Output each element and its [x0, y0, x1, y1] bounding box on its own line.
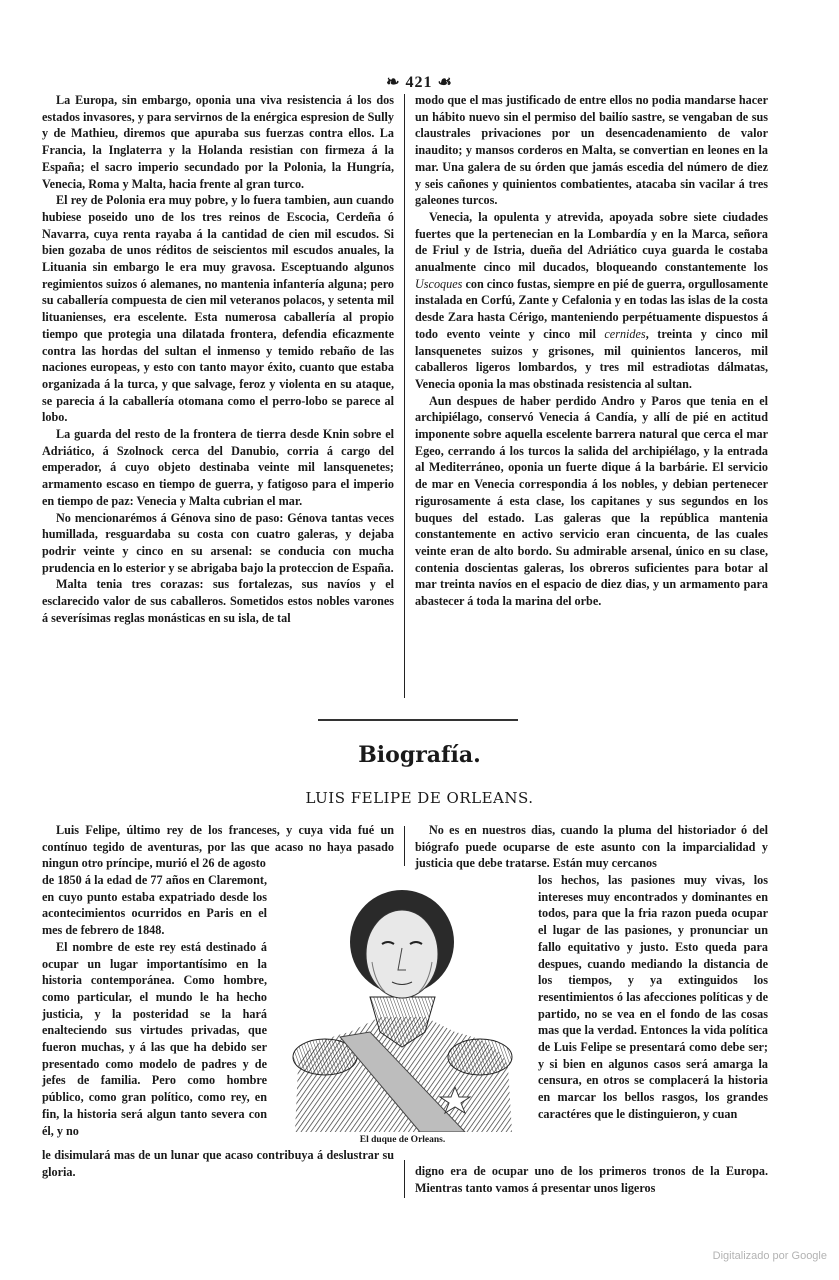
paragraph: Luis Felipe, último rey de los franceses, y cuya vida fué un contínuo tegido de aventuras, por las que acaso no haya pasado ningun otro príncipe, murió el 26 de agosto: [42, 823, 394, 871]
paragraph: los hechos, las pasiones muy vivas, los intereses muy encontrados y dominantes en todos, para que la fria razon pueda ocupar el lugar de las pasiones, y pronunciar un fallo equitativo y justo. Esto queda para despues, cuando mediando la distancia de los tiempos, y ya extinguidos los resentimientos ó las afecciones políticas y de partido, no se vea en el fondo de las cosas mas que la verdad. Entonces la vida política de Luis Felipe se presentará como debe ser; y si bien en algunos casos será amarga la censura, en otros se complacerá la historia en marcar los bellos rasgos, los grandes caractéres que le distinguieron, y cuan: [538, 873, 768, 1121]
column-divider-bio-bottom: [404, 1160, 405, 1198]
paragraph: El rey de Polonia era muy pobre, y lo fuera tambien, aun cuando hubiese poseido uno de los tres reinos de Escocia, Cerdeña ó Navarra, cuya renta rayaba á la cantidad de cien mil escudos. Si bien gozaba de unos réditos de seiscientos mil escudos anuales, la Lituania sin embargo le era muy gravosa. Esceptuando algunos regimientos suizos ó alemanes, no mantenia infantería alguna; pero su caballería compuesta de cien mil veteranos polacos, y setenta mil lituanienses, era escelente. Esta numerosa caballería al propio tiempo que protegia una dilatada frontera, defendia eficazmente contra las hordas del sultan el inmenso y temido rebaño de las naciones europeas, y esto con tanto mayor éxito, cuanto que estaba organizada á la turca, y que salvage, feroz y violenta en su ataque, se parecia á la caballería otomana como el perro-lobo se parece al lobo.: [42, 193, 394, 425]
paragraph-venecia: [415, 209, 768, 393]
page-number-header: [0, 72, 839, 92]
paragraph: Malta tenia tres corazas: sus fortalezas, sus navíos y el esclarecido valor de sus caballeros. Sometidos estos nobles varones á severísimas reglas monásticas en su isla, de tal: [42, 577, 394, 625]
bio-left-wrap: [42, 872, 267, 1139]
portrait-engraving-image: [290, 882, 515, 1132]
paragraph: Aun despues de haber perdido Andro y Paros que tenia en el archipiélago, conservó Venecia á Candía, y allí de pié en actitud imponente sobre aquella escelente barrera natural que cerca el mar Egeo, cerrando á los turcos la salida del archipiélago, y la entrada al Mediterráneo, oponia un fuerte dique á la barbárie. El servicio de mar en Venecia correspondia á los nobles, y debian pertenecer rigurosamente á esta clase, los capitanes y sus segundos en los buques del estado. Las galeras que la república mantenia constantemente en activo servicio eran cincuenta, de las cuales veinte eran de alto bordo. Su admirable arsenal, único en su clase, contenia doscientas galeras, los obreros suficientes para botar al mar treinta navíos en el espacio de diez dias, y un armamento para abastecer á toda la marina del orbe.: [415, 393, 768, 609]
text-span: con cinco fustas, siempre en pié de guerra, orgullosamente instalada en Corfú, Zante y Cefalonia y en todas las islas de la costa desde Zara hasta Cérigo, manteniendo perpétuamente dispuestos á todo evento veinte y cinco mil: [415, 276, 768, 341]
paragraph: No es en nuestros dias, cuando la pluma del historiador ó del biógrafo puede ocuparse de este asunto con la imparcialidad y justicia que debe tratarse. Están muy cercanos: [415, 823, 768, 871]
portrait-caption: El duque de Orleans.: [359, 1135, 446, 1145]
watermark-text: Digitalizado por Google: [712, 1250, 827, 1262]
section-separator-rule: [318, 719, 518, 721]
bio-left-top: [42, 822, 394, 872]
text-span: Venecia, la opulenta y atrevida, apoyada sobre siete ciudades fuertes que la pertenecian en la Lombardía y en la Marca, señora de Friul y de Istria, dueña del Adriático cuya guarda le costaba anualmente cinco mil ducados, bloqueando constantemente los: [415, 209, 768, 275]
column-divider-upper: [404, 94, 405, 698]
section-title: Biografía.: [358, 742, 481, 768]
article-title: LUIS FELIPE DE ORLEANS.: [305, 789, 534, 807]
article-column-right: [415, 92, 768, 610]
bio-right-bottom: [415, 1163, 768, 1196]
ornament-right-icon: ☙: [437, 74, 453, 91]
paragraph: El nombre de este rey está destinado á ocupar un lugar importantísimo en la historia contemporánea. Como hombre, como particular, el mundo le ha hecho justicia, y la posteridad se la hará enalteciendo sus virtudes privadas, que fueron muchas, y á las que ha debido ser presentado como modelo de padres y de jefes de familia. Pero como hombre público, como gran político, como rey, en fin, la historia será algun tanto severa con él, y no: [42, 939, 267, 1138]
column-divider-bio-top: [404, 826, 405, 866]
italic-term: cernides: [604, 326, 646, 341]
paragraph: modo que el mas justificado de entre ellos no podia mandarse hacer un hábito nuevo sin el permiso del bailío sastre, se vengaban de sus claustrales privaciones por un desencadenamiento de valor inaudito; y mansos corderos en Malta, se convertian en leones en la mar. Una galera de su órden que jamás escedia del número de diez y seis cañones y quinientos combatientes, atacaba sin vacilar á tres galeones turcos.: [415, 93, 768, 208]
paragraph: digno era de ocupar uno de los primeros tronos de la Europa. Mientras tanto vamos á presentar unos ligeros: [415, 1164, 768, 1195]
paragraph: de 1850 á la edad de 77 años en Claremont, en cuyo punto estaba expatriado desde los acontecimientos ocurridos en Paris en el mes de febrero de 1848.: [42, 873, 267, 938]
bio-left-bottom: [42, 1147, 394, 1180]
paragraph: le disimulará mas de un lunar que acaso contribuya á deslustrar su gloria.: [42, 1148, 394, 1179]
ornament-left-icon: ❧: [386, 74, 401, 91]
page-number: 421: [405, 74, 433, 91]
italic-term: Uscoques: [415, 276, 463, 291]
paragraph: La guarda del resto de la frontera de tierra desde Knin sobre el Adriático, á Szolnock cerca del Danubio, corria á cargo del emperador, á cuyo objeto destinaba veinte mil lansquenetes; armamento escaso en tiempo de guerra, y fatigoso para el imperio en tiempo de paz: Venecia y Malta cubrian el mar.: [42, 427, 394, 508]
article-column-left: [42, 92, 394, 627]
paragraph: No mencionarémos á Génova sino de paso: Génova tantas veces humillada, resguardaba su costa con cuatro galeras, y dejaba podrir veinte y cinco en su arsenal: se conducia con mucha prudencia en lo esterior y se abrigaba bajo la proteccion de España.: [42, 510, 394, 575]
text-span: , treinta y cinco mil lansquenetes suizos y grisones, mil quinientos lanceros, mil caballeros ligeros lombardos, y tres mil estradiotas dálmatas, Venecia oponia la mas obstinada resistencia al sultan.: [415, 326, 768, 391]
bio-right-top: [415, 822, 768, 872]
paragraph: La Europa, sin embargo, oponia una viva resistencia á los dos estados invasores, y para servirnos de la enérgica espresion de Sully y de Mathieu, diremos que apuraba sus fuerzas contra ellos. La Francia, la Inglaterra y la Holanda resistian con firmeza á la España; el sacro imperio secundado por la Polonia, la Hungría, Venecia, Roma y Malta, hacia frente al gran turco.: [42, 93, 394, 191]
bio-right-wrap: [538, 872, 768, 1123]
